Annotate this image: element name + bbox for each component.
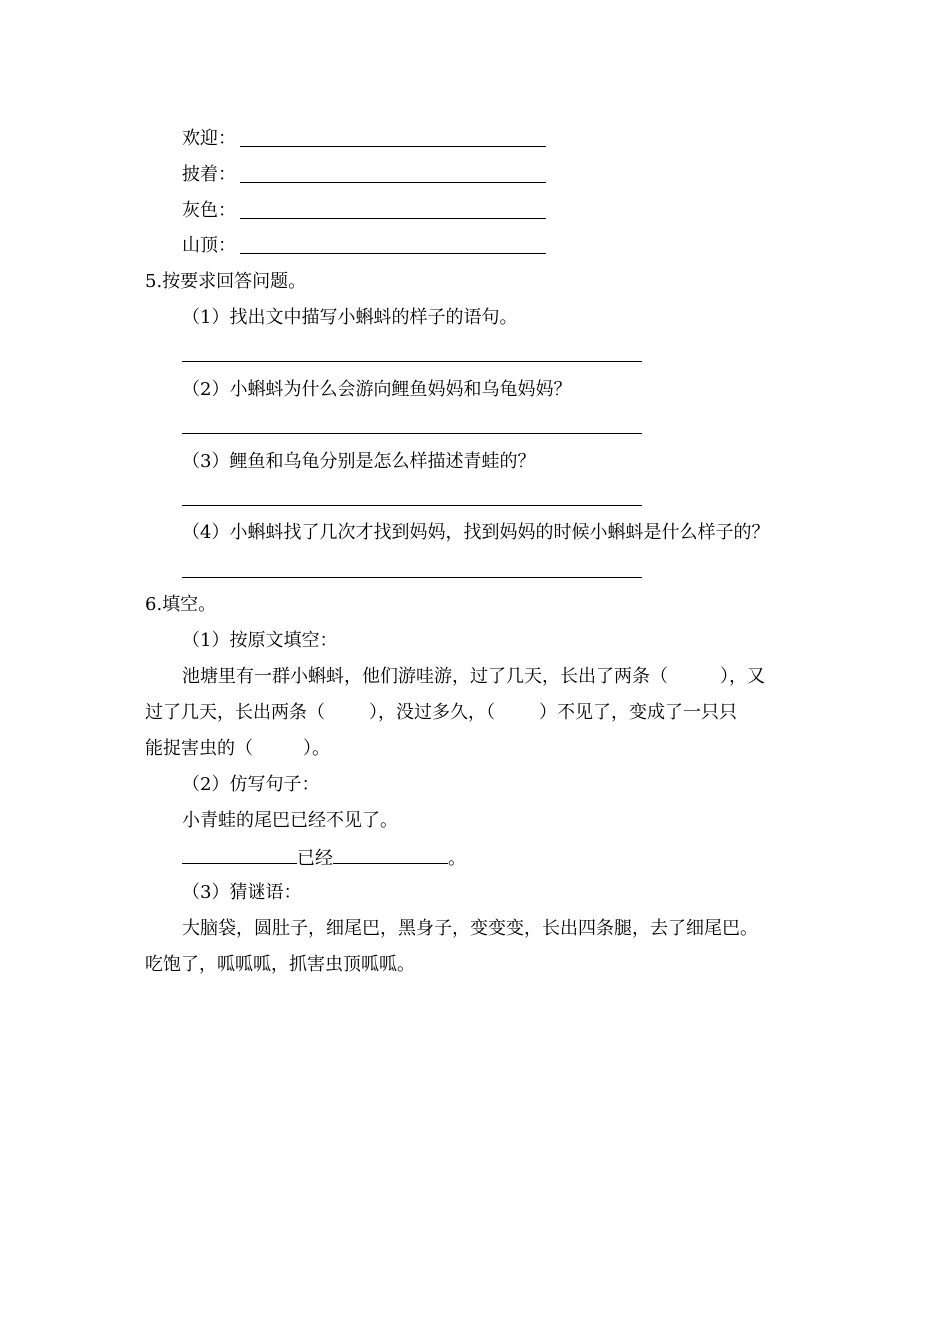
vocab-word: 山顶： <box>182 235 236 256</box>
vocab-answer-line-2[interactable] <box>240 182 546 183</box>
paragraph-text: ），又 <box>720 666 765 687</box>
paragraph-text: 过了几天，长出两条（ <box>145 702 325 723</box>
paragraph-text: 池塘里有一群小蝌蚪，他们游哇游，过了几天，长出了两条（ <box>182 666 668 687</box>
vocab-word: 欢迎： <box>182 128 236 149</box>
answer-line-5-2[interactable] <box>182 433 642 434</box>
paragraph-text: ）。 <box>303 738 330 759</box>
example-sentence: 小青蛙的尾巴已经不见了。 <box>182 810 398 831</box>
imitate-blank-predicate[interactable] <box>333 845 448 864</box>
question-6-title: 6.填空。 <box>145 594 217 615</box>
vocab-item-3 <box>182 199 236 223</box>
imitate-period: 。 <box>448 848 466 869</box>
fill-in-paragraph-line-2 <box>145 701 737 725</box>
question-6-2-label: （2）仿写句子： <box>182 774 320 795</box>
paragraph-text: ）不见了，变成了一只只 <box>539 702 737 723</box>
answer-line-5-4[interactable] <box>182 577 642 578</box>
vocab-word: 披着： <box>182 164 236 185</box>
question-5-2: （2）小蝌蚪为什么会游向鲤鱼妈妈和乌龟妈妈？ <box>182 379 572 400</box>
paragraph-text: 能捉害虫的（ <box>145 738 253 759</box>
fill-in-paragraph-line-3 <box>145 737 330 761</box>
riddle-line-2: 吃饱了，呱呱呱，抓害虫顶呱呱。 <box>145 954 415 975</box>
vocab-item-2 <box>182 163 236 187</box>
question-6-3-label: （3）猜谜语： <box>182 882 302 903</box>
vocab-item-4 <box>182 234 236 258</box>
imitate-connector: 已经 <box>297 848 333 869</box>
imitate-blank-subject[interactable] <box>182 845 297 864</box>
vocab-answer-line-1[interactable] <box>240 146 546 147</box>
answer-line-5-3[interactable] <box>182 505 642 506</box>
question-6-1-label: （1）按原文填空： <box>182 630 338 651</box>
riddle-line-1: 大脑袋，圆肚子，细尾巴，黑身子，变变变，长出四条腿，去了细尾巴。 <box>182 918 758 939</box>
answer-line-5-1[interactable] <box>182 361 642 362</box>
vocab-answer-line-4[interactable] <box>240 253 546 254</box>
question-5-title: 5.按要求回答问题。 <box>145 271 307 292</box>
fill-in-paragraph-line-1 <box>182 665 765 689</box>
question-5-3: （3）鲤鱼和乌龟分别是怎么样描述青蛙的？ <box>182 451 536 472</box>
vocab-item-1 <box>182 127 236 151</box>
vocab-word: 灰色： <box>182 200 236 221</box>
question-5-1: （1）找出文中描写小蝌蚪的样子的语句。 <box>182 307 518 328</box>
paragraph-text: ），没过多久，（ <box>369 702 495 723</box>
imitate-sentence <box>182 845 466 871</box>
vocab-answer-line-3[interactable] <box>240 218 546 219</box>
question-5-4: （4）小蝌蚪找了几次才找到妈妈，找到妈妈的时候小蝌蚪是什么样子的？ <box>182 522 770 543</box>
